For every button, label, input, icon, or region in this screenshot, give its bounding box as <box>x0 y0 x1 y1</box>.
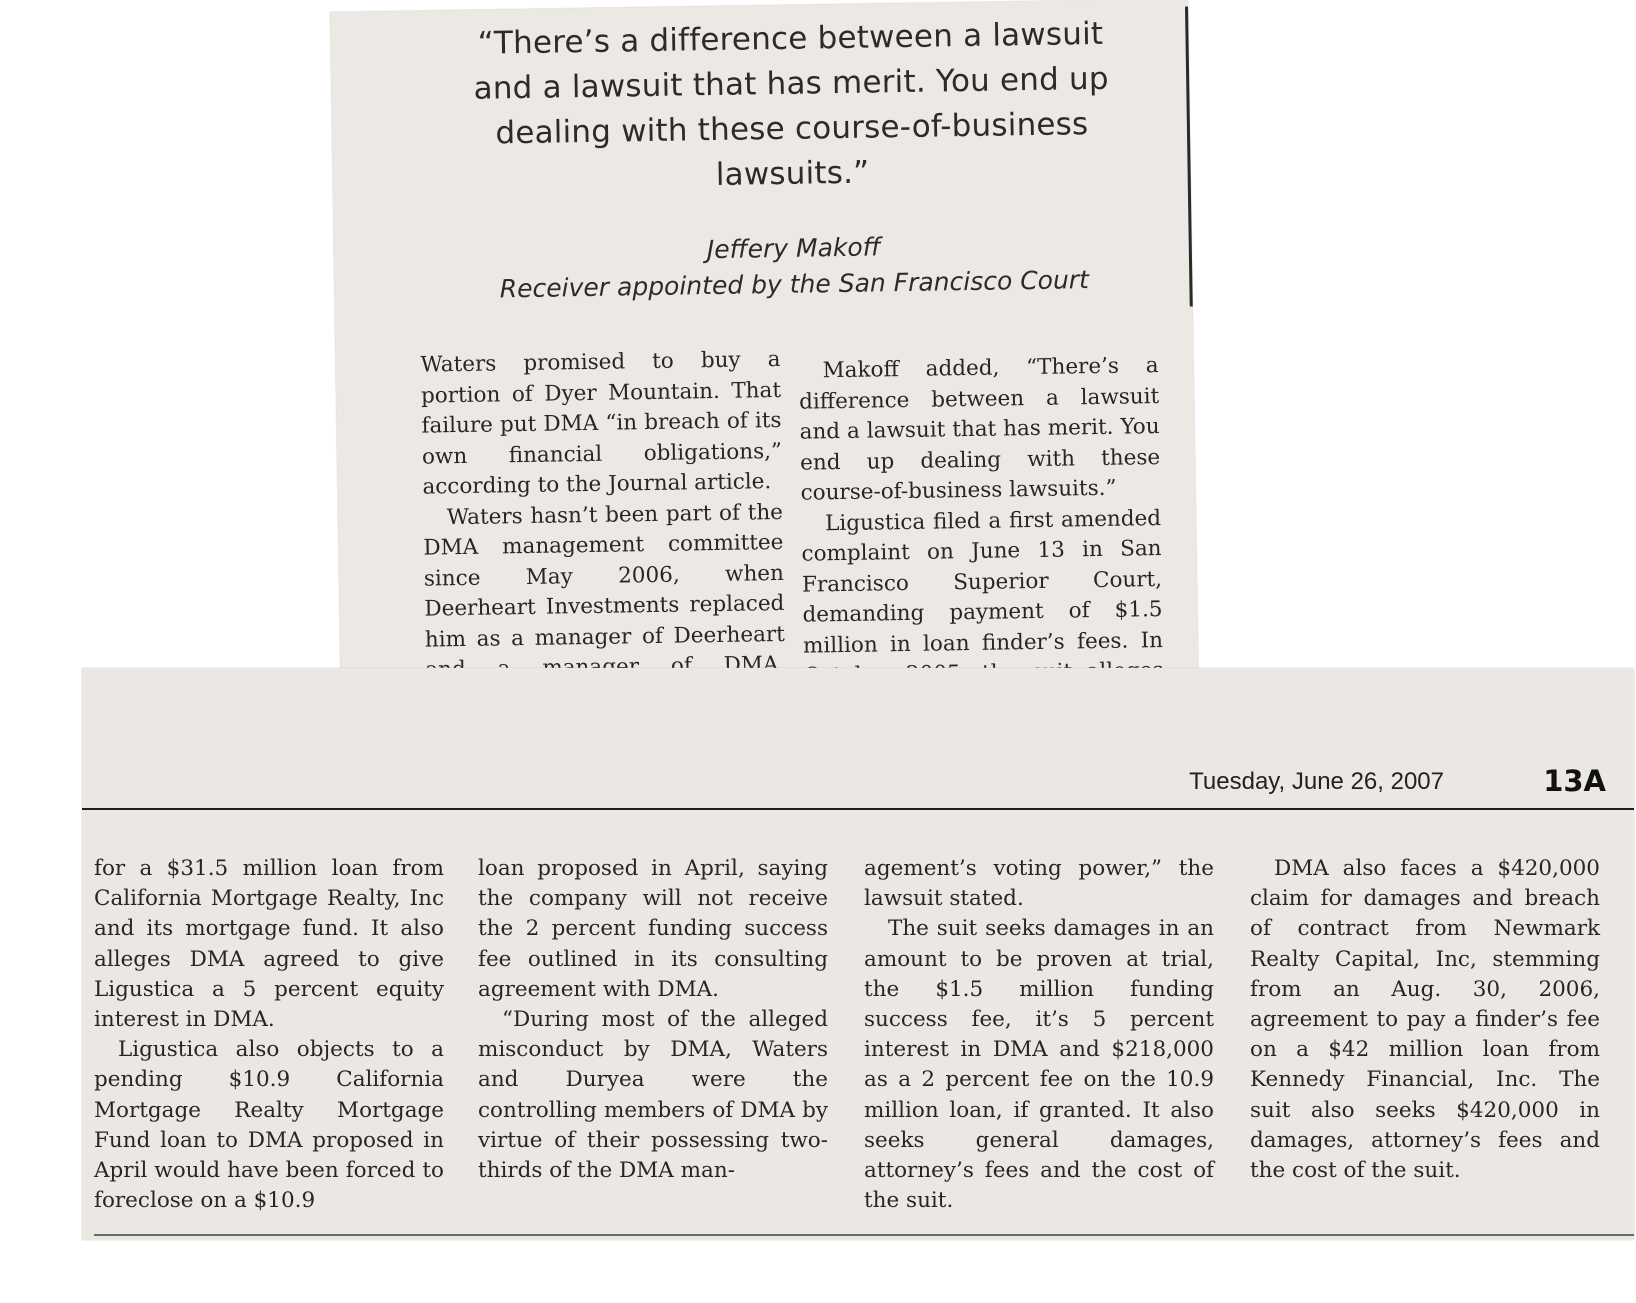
bottom-rule <box>94 1234 1634 1236</box>
pull-quote: “There’s a difference between a lawsuit and a lawsuit that has merit. You end up dealing with these course-of-business lawsuits.” <box>473 15 1110 193</box>
paragraph: Waters promised to buy a portion of Dyer Mountain. That failure put DMA “in breach of its own financial obligations,” according to the Journal article. <box>420 346 783 500</box>
quote-attribution <box>454 225 1135 308</box>
issue-date: Tuesday, June 26, 2007 <box>1189 768 1444 795</box>
paragraph: Waters hasn’t been part of the DMA management committee since May 2006, when Deerheart Investments replaced him as a manager of Deerheart of DMA, <box>423 499 786 679</box>
paragraph: DMA also faces a $420,000 claim for damages and breach of contract from Newmark Realty Capital, Inc, stemming from an Aug. 30, 2006, agreement to pay a finder’s fee on a $42 million loan from Kennedy Financial, Inc. The suit also seeks $420,000 in damages, attorney’s fees and the cost of the suit. <box>1250 856 1600 1184</box>
paragraph: Makoff added, “There’s a difference between a lawsuit and a lawsuit that has merit. You end up dealing with these course-of-business lawsuits.” <box>798 353 1161 506</box>
paragraph: “During most of the alleged misconduct by DMA, Waters and Duryea were the controlling members of DMA by virtue of their possessing two-thirds of the DMA man- <box>478 1007 828 1184</box>
paragraph: loan proposed in April, saying the company will not receive the 2 percent funding success fee outlined in its consulting agreement with DMA. <box>478 856 828 1002</box>
speaker-name: Jeffery Makoff <box>706 232 881 265</box>
paragraph: Ligustica also objects to a pending $10.9 California Mortgage Realty Mortgage Fund loan to DMA proposed in April would have been forced to foreclose on a $10.9 <box>94 1037 444 1214</box>
paragraph: agement’s voting power,” the lawsuit stated. <box>864 856 1214 912</box>
paragraph: The suit seeks damages in an amount to be proven at trial, the $1.5 million funding success fee, it’s 5 percent interest in DMA and $218,000 as a 2 percent fee on the 10.9 million loan, if granted. It also seeks general damages, attorney’s fees and the cost of the suit. <box>864 916 1214 1214</box>
paragraph: Ligustica filed a first amended complaint on June 13 in San Francisco Superior Court, demanding payment of $1.5 million in loan finder’s fees. In <box>801 505 1164 659</box>
lower-column-1 <box>94 854 444 1216</box>
column-rule <box>1185 7 1193 307</box>
lower-column-4 <box>1250 854 1600 1186</box>
lower-column-3 <box>864 854 1214 1216</box>
bottom-clipping <box>82 668 1634 1240</box>
lower-column-2 <box>478 854 828 1186</box>
paragraph: for a $31.5 million loan from California Mortgage Realty, Inc and its mortgage fund. It also alleges DMA agreed to give Ligustica a 5 percent equity interest in DMA. <box>94 856 444 1033</box>
page-number: 13A <box>1543 764 1606 798</box>
masthead-rule <box>82 808 1634 810</box>
speaker-title: Receiver appointed by the San Francisco Court <box>499 265 1090 304</box>
